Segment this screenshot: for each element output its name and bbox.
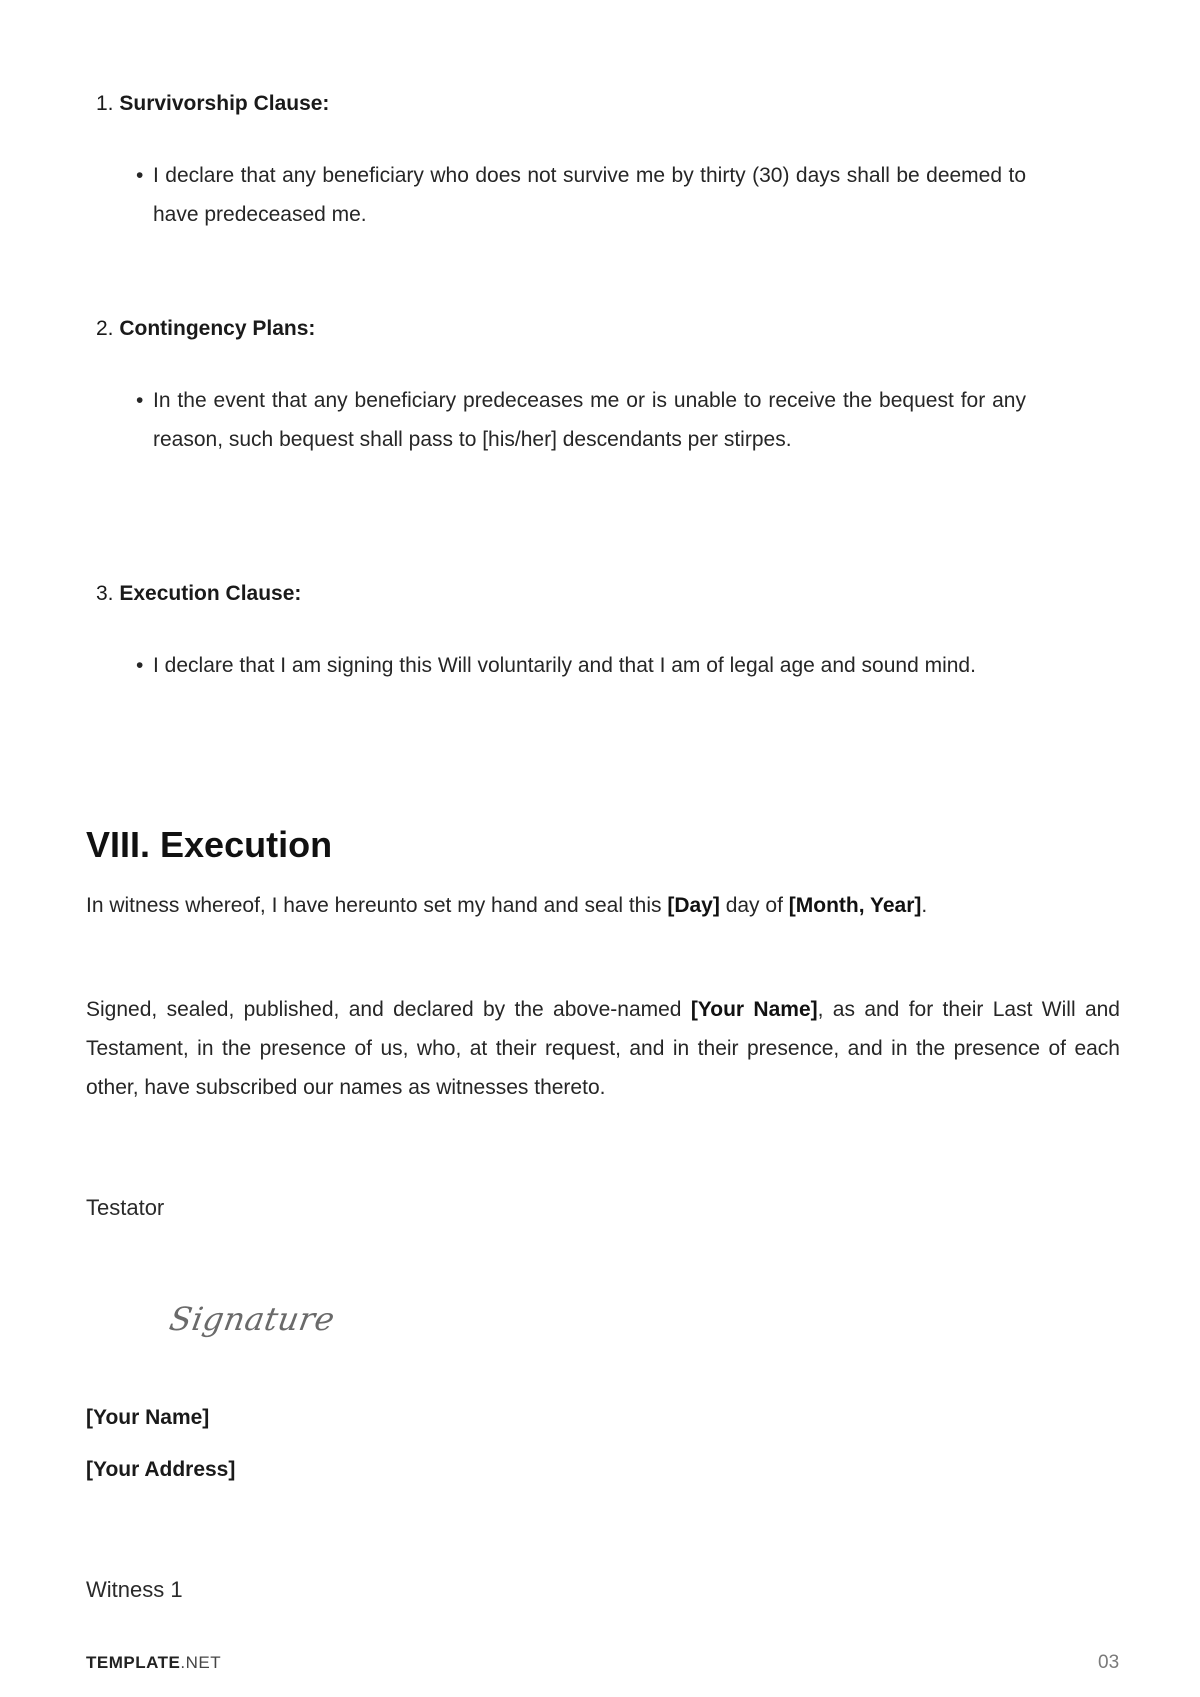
brand-bold: TEMPLATE (86, 1653, 181, 1672)
clause-bullet: • I declare that I am signing this Will voluntarily and that I am of legal age and sound mind. (153, 646, 1026, 685)
signature-image: Signature (166, 1300, 338, 1338)
clause-number: 3. (96, 582, 114, 605)
clause-title-text: Contingency Plans: (119, 317, 316, 340)
page-number: 03 (1098, 1652, 1120, 1673)
signed-text-1: Signed, sealed, published, and declared by the above-named (86, 998, 691, 1021)
clause-number: 2. (96, 317, 114, 340)
day-placeholder: [Day] (667, 894, 720, 917)
clause-title (96, 580, 1026, 608)
clause-bullet: • I declare that any beneficiary who does not survive me by thirty (30) days shall be deemed to have predeceased me. (153, 156, 1026, 234)
witness-text-1: In witness whereof, I have hereunto set my hand and seal this (86, 894, 668, 917)
brand-rest: .NET (180, 1653, 222, 1672)
witness-1-label: Witness 1 (86, 1577, 183, 1602)
your-address-placeholder: [Your Address] (86, 1458, 236, 1481)
clause-bullet: • In the event that any beneficiary predeceases me or is unable to receive the bequest for any reason, such bequest shall pass to [his/her] descendants per stirpes. (153, 381, 1026, 459)
clause-number: 1. (96, 92, 114, 115)
clause-execution (96, 580, 1026, 706)
section-heading: VIII. Execution (86, 824, 333, 865)
signed-paragraph (86, 990, 1120, 1107)
footer-brand-logo (86, 1653, 221, 1673)
clause-title-text: Survivorship Clause: (119, 92, 330, 115)
name-placeholder: [Your Name] (690, 998, 818, 1021)
clause-survivorship (96, 90, 1026, 255)
your-name-placeholder: [Your Name] (86, 1406, 210, 1429)
witness-text-2: day of (719, 894, 789, 917)
clause-contingency (96, 315, 1026, 480)
clause-title (96, 90, 1026, 118)
testator-label: Testator (86, 1195, 165, 1220)
clause-title-text: Execution Clause: (119, 582, 302, 605)
witness-text-3: . (921, 894, 928, 917)
month-year-placeholder: [Month, Year] (788, 894, 922, 917)
clause-title (96, 315, 1026, 343)
witness-paragraph (86, 886, 1120, 925)
signed-text-2: , as and for their Last Will and Testament, in the presence of us, who, at their request, and in their presence, and in the presence of each other, have subscribed our names as witnesses thereto. (86, 998, 1120, 1099)
